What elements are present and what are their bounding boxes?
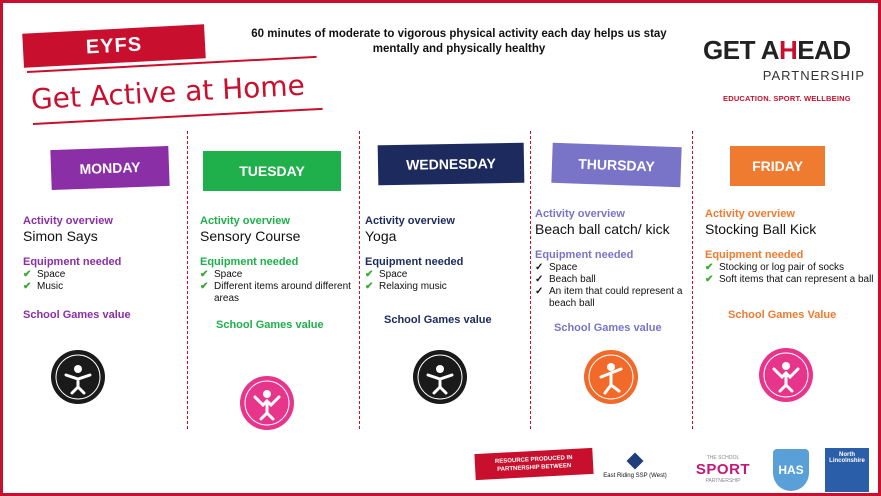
day-badge-wednesday: WEDNESDAY — [378, 143, 525, 186]
list-item: ✔ Space — [365, 269, 408, 280]
equipment-list — [23, 269, 183, 293]
list-item: ✔ Soft items that can represent a ball — [705, 274, 874, 285]
list-item: ✔ Different items around different areas — [200, 281, 351, 304]
school-games-label: School Games value — [216, 319, 324, 331]
activity-overview-label: Activity overview — [705, 208, 795, 220]
equipment-list — [535, 262, 690, 310]
equipment-label: Equipment needed — [705, 249, 804, 261]
check-icon: ✔ — [200, 269, 209, 280]
passion-badge-icon — [239, 375, 295, 431]
partner-logo-east-riding-ssp: East Riding SSP (West) — [599, 455, 671, 479]
list-item: ✔ Stocking or log pair of socks — [705, 262, 845, 273]
eyfs-tag: EYFS — [22, 24, 206, 67]
equipment-list — [705, 262, 875, 286]
activity-name: Beach ball catch/ kick — [535, 221, 670, 237]
activity-overview-label: Activity overview — [23, 215, 113, 227]
column-divider — [530, 131, 531, 429]
day-column-wednesday — [365, 215, 525, 293]
resource-produced-tag: RESOURCE PRODUCED IN PARTNERSHIP BETWEEN — [474, 448, 593, 480]
column-divider — [187, 131, 188, 429]
tagline: 60 minutes of moderate to vigorous physical activity each day helps us stay mentally and physically healthy — [251, 28, 667, 55]
check-icon: ✔ — [365, 281, 374, 292]
check-icon: ✔ — [200, 281, 209, 292]
logo-subtitle: PARTNERSHIP — [762, 68, 865, 83]
school-games-label: School Games value — [23, 309, 131, 321]
list-item: ✔ Music — [23, 281, 64, 292]
page-title: Get Active at Home — [30, 68, 306, 116]
equipment-label: Equipment needed — [365, 256, 464, 268]
check-icon: ✔ — [705, 274, 714, 285]
check-icon: ✔ — [23, 281, 32, 292]
activity-overview-label: Activity overview — [200, 215, 290, 227]
school-games-label: School Games Value — [728, 309, 837, 321]
activity-name: Sensory Course — [200, 228, 301, 244]
school-games-label: School Games value — [554, 322, 662, 334]
check-icon: ✓ — [535, 274, 544, 285]
list-item: ✓ Space — [535, 262, 578, 273]
day-badge-monday: MONDAY — [50, 146, 169, 190]
activity-name: Stocking Ball Kick — [705, 221, 817, 237]
day-column-monday — [23, 215, 183, 293]
activity-name: Yoga — [365, 228, 397, 244]
day-column-friday — [705, 208, 875, 286]
list-item: ✓ An item that could represent a beach ball — [535, 286, 683, 309]
self-belief-badge-icon — [412, 349, 468, 405]
passion-badge-icon — [758, 347, 814, 403]
check-icon: ✔ — [365, 269, 374, 280]
list-item: ✔ Relaxing music — [365, 281, 447, 292]
get-ahead-logo — [703, 35, 871, 83]
list-item: ✔ Space — [200, 269, 243, 280]
check-icon: ✔ — [23, 269, 32, 280]
determination-badge-icon — [583, 349, 639, 405]
activity-overview-label: Activity overview — [365, 215, 455, 227]
column-divider — [359, 131, 360, 429]
check-icon: ✓ — [535, 286, 544, 297]
partner-logo-has: HAS — [773, 449, 809, 491]
day-column-tuesday — [200, 215, 355, 305]
self-belief-badge-icon — [50, 349, 106, 405]
partner-logo-school-sport: THE SCHOOL SPORT PARTNERSHIP — [695, 455, 751, 484]
equipment-label: Equipment needed — [23, 256, 122, 268]
day-badge-friday: FRIDAY — [730, 146, 825, 186]
equipment-list — [365, 269, 525, 293]
logo-tagline: EDUCATION. SPORT. WELLBEING — [723, 94, 851, 103]
equipment-label: Equipment needed — [535, 249, 634, 261]
activity-name: Simon Says — [23, 228, 98, 244]
check-icon: ✔ — [705, 262, 714, 273]
partner-logo-north-lincolnshire: North Lincolnshire — [825, 448, 869, 492]
day-badge-tuesday: TUESDAY — [203, 151, 341, 191]
list-item: ✔ Space — [23, 269, 66, 280]
day-badge-thursday: THURSDAY — [551, 143, 681, 187]
day-column-thursday — [535, 208, 690, 310]
school-games-label: School Games value — [384, 314, 492, 326]
list-item: ✓ Beach ball — [535, 274, 596, 285]
equipment-list — [200, 269, 355, 305]
logo-wordmark: GET AHEAD — [703, 35, 851, 65]
activity-overview-label: Activity overview — [535, 208, 625, 220]
equipment-label: Equipment needed — [200, 256, 299, 268]
ssp-mark-icon — [627, 453, 644, 470]
check-icon: ✓ — [535, 262, 544, 273]
column-divider — [692, 131, 693, 429]
